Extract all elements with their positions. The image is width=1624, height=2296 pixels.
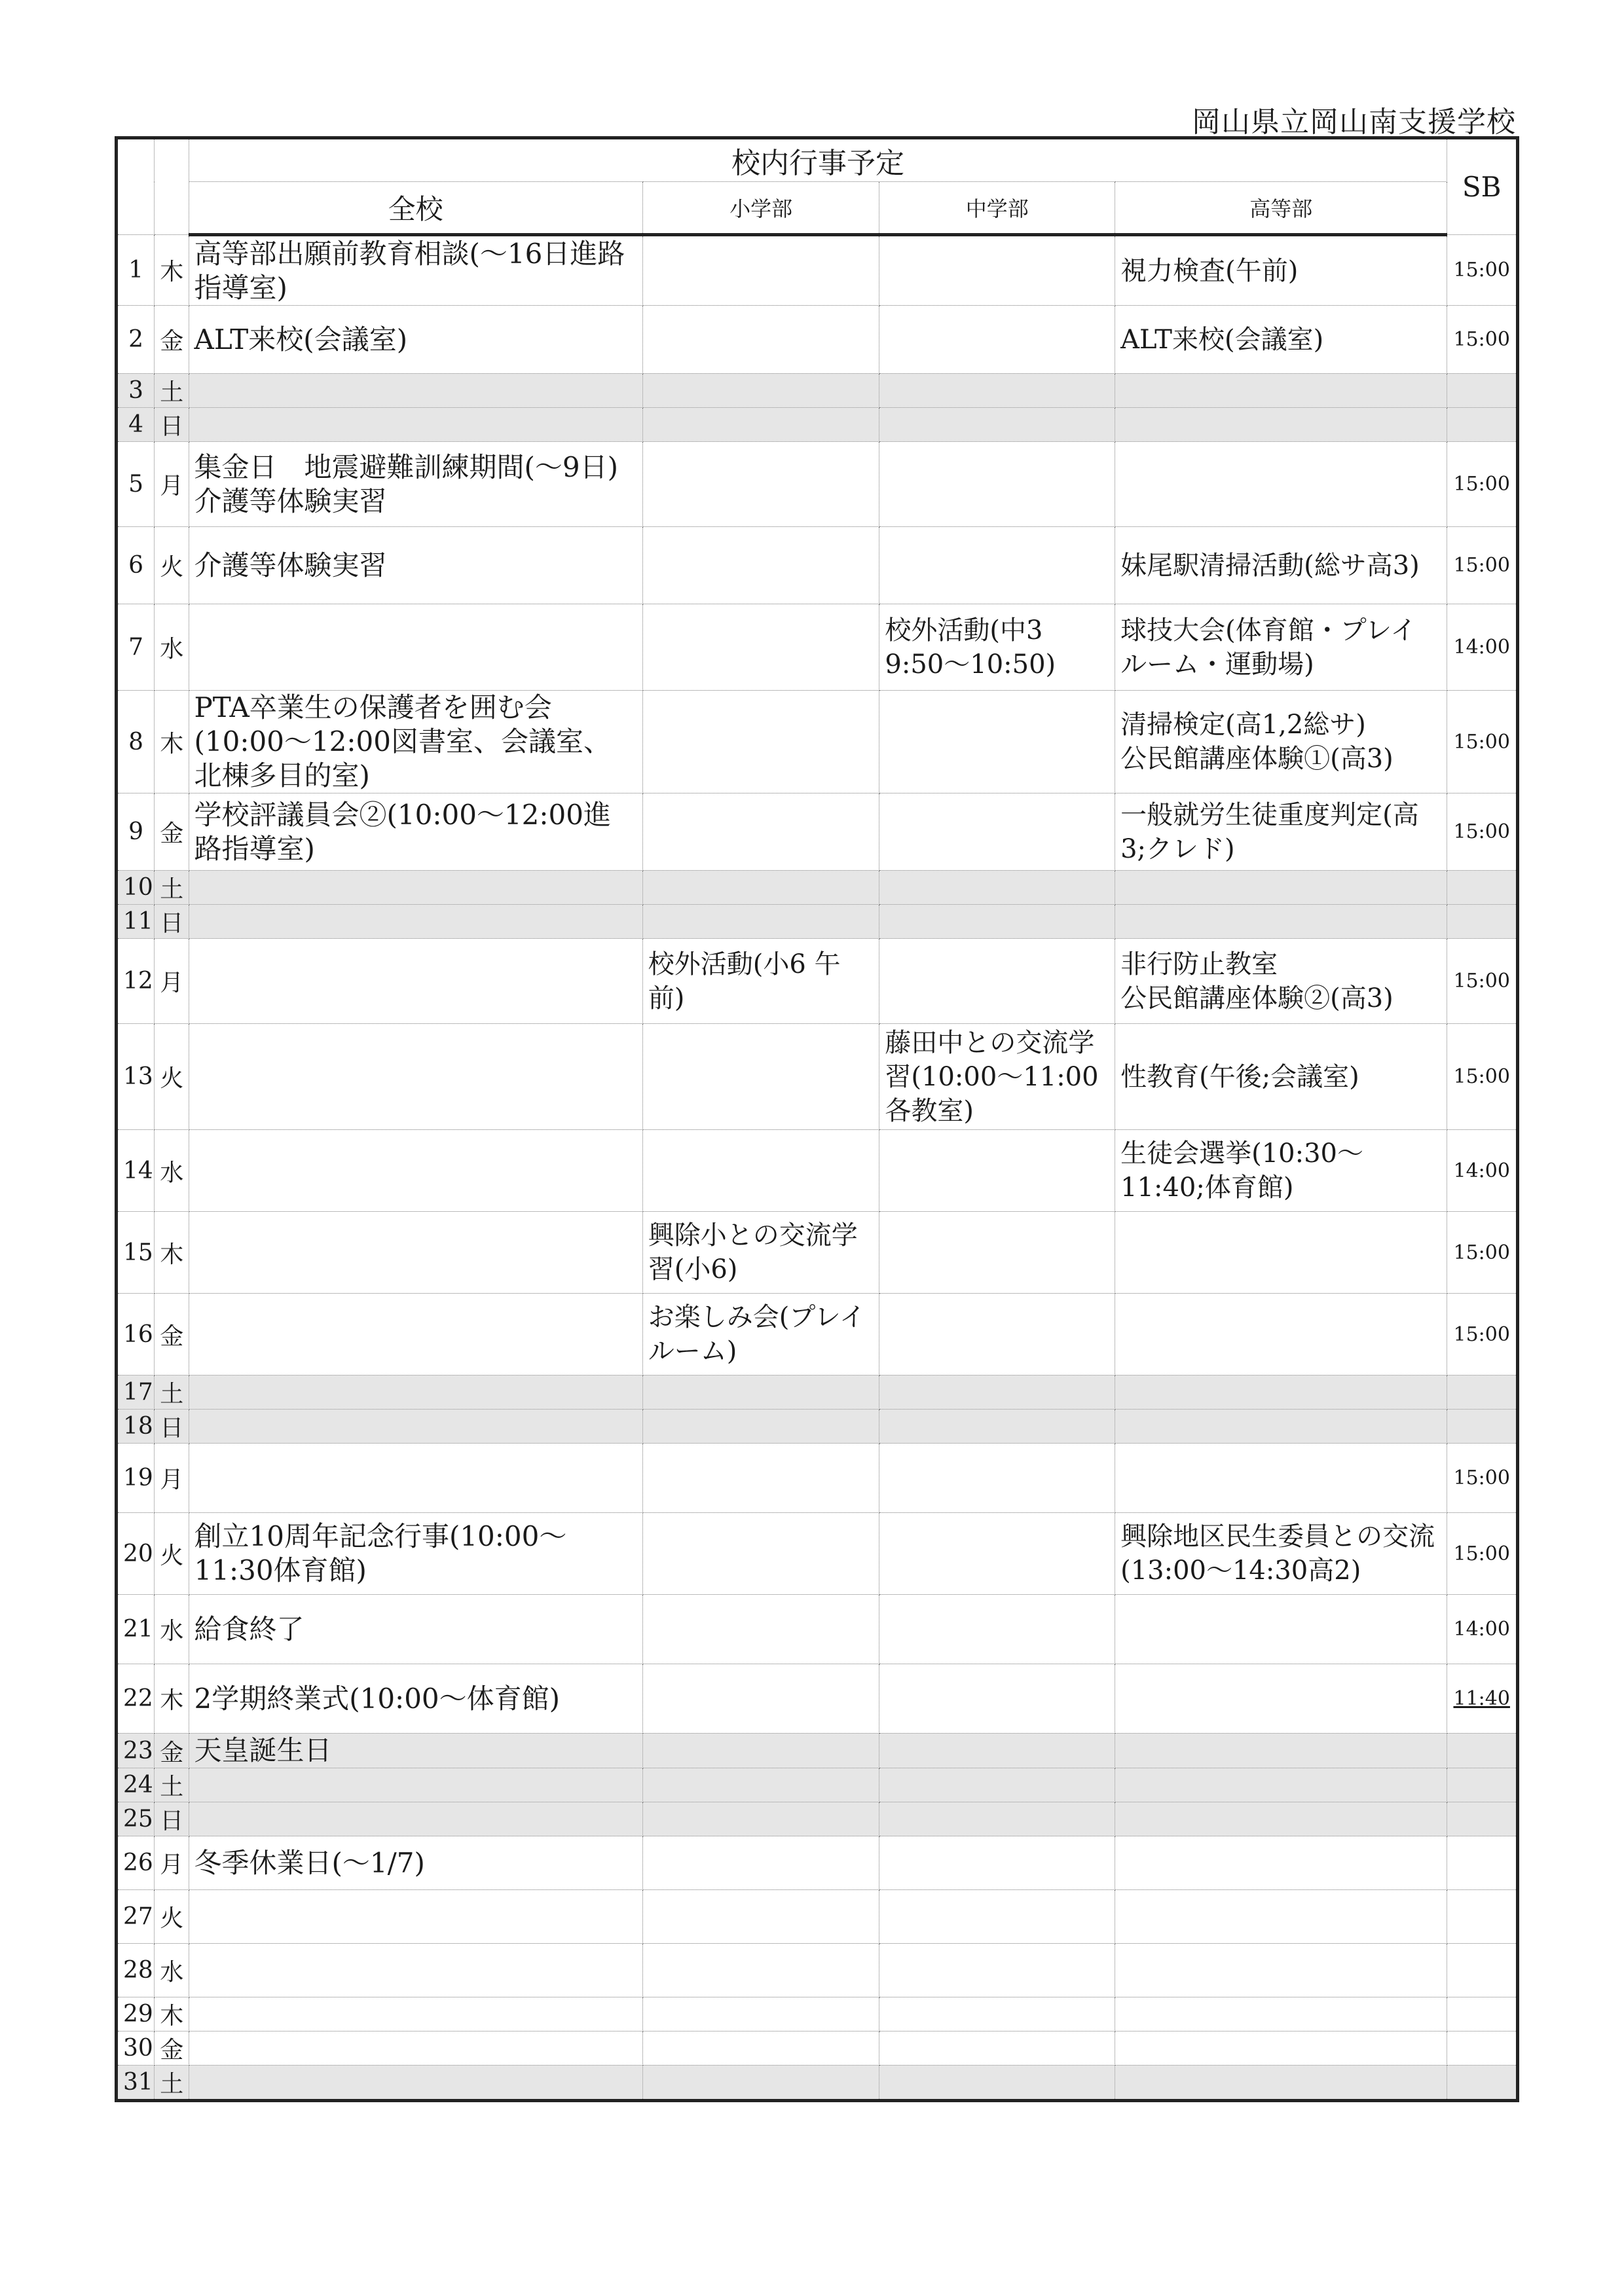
sb-time: 15:00: [1447, 235, 1518, 306]
day-number: 7: [117, 604, 155, 691]
weekday: 月: [155, 1836, 189, 1890]
event-all-school: [189, 1802, 642, 1836]
day-number: 4: [117, 408, 155, 442]
sb-time: [1447, 1376, 1518, 1410]
weekday: 火: [155, 1513, 189, 1595]
event-elementary: [642, 1595, 879, 1664]
event-all-school: 学校評議員会②(10:00～12:00進路指導室): [189, 793, 642, 871]
day-number: 25: [117, 1802, 155, 1836]
header-row-columns: [117, 182, 1518, 235]
event-all-school: [189, 1130, 642, 1212]
event-all-school: 高等部出願前教育相談(～16日進路指導室): [189, 235, 642, 306]
day-number: 30: [117, 2032, 155, 2066]
schedule-row: [117, 374, 1518, 408]
event-high: [1115, 374, 1447, 408]
day-number: 19: [117, 1444, 155, 1513]
day-number: 31: [117, 2066, 155, 2101]
event-high: [1115, 1802, 1447, 1836]
table-title: 校内行事予定: [189, 138, 1447, 182]
header-middle: 中学部: [879, 182, 1115, 235]
sb-time: 14:00: [1447, 1130, 1518, 1212]
event-high: [1115, 2066, 1447, 2101]
event-high: [1115, 1836, 1447, 1890]
event-all-school: [189, 1212, 642, 1294]
event-middle: [879, 793, 1115, 871]
schedule-row: [117, 1024, 1518, 1130]
header-weekday-blank: [155, 138, 189, 235]
event-middle: [879, 408, 1115, 442]
weekday: 木: [155, 1997, 189, 2032]
event-all-school: [189, 2066, 642, 2101]
event-elementary: [642, 871, 879, 905]
schedule-row: [117, 1595, 1518, 1664]
event-elementary: [642, 408, 879, 442]
schedule-row: [117, 1890, 1518, 1944]
event-middle: [879, 1212, 1115, 1294]
event-elementary: [642, 1664, 879, 1734]
weekday: 水: [155, 1130, 189, 1212]
sb-time: 14:00: [1447, 1595, 1518, 1664]
schedule-row: [117, 442, 1518, 527]
schedule-row: [117, 306, 1518, 374]
event-all-school: [189, 1444, 642, 1513]
event-elementary: [642, 793, 879, 871]
event-high: [1115, 1410, 1447, 1444]
sb-time: [1447, 1836, 1518, 1890]
event-middle: [879, 2066, 1115, 2101]
weekday: 月: [155, 442, 189, 527]
sb-time: 15:00: [1447, 1444, 1518, 1513]
schedule-row: [117, 235, 1518, 306]
event-high: 視力検査(午前): [1115, 235, 1447, 306]
day-number: 28: [117, 1944, 155, 1997]
event-all-school: [189, 1890, 642, 1944]
event-all-school: [189, 1997, 642, 2032]
sb-time: 15:00: [1447, 1294, 1518, 1376]
event-elementary: [642, 306, 879, 374]
event-high: 生徒会選挙(10:30～11:40;体育館): [1115, 1130, 1447, 1212]
event-middle: 藤田中との交流学習(10:00～11:00各教室): [879, 1024, 1115, 1130]
event-middle: [879, 442, 1115, 527]
event-high: [1115, 442, 1447, 527]
sb-time: [1447, 2066, 1518, 2101]
event-all-school: [189, 2032, 642, 2066]
day-number: 5: [117, 442, 155, 527]
day-number: 16: [117, 1294, 155, 1376]
event-elementary: 興除小との交流学習(小6): [642, 1212, 879, 1294]
event-middle: [879, 1444, 1115, 1513]
event-high: [1115, 1997, 1447, 2032]
schedule-table: [115, 136, 1519, 2102]
event-all-school: [189, 1944, 642, 1997]
weekday: 水: [155, 1944, 189, 1997]
event-all-school: 介護等体験実習: [189, 527, 642, 604]
header-row-title: [117, 138, 1518, 182]
sb-time: [1447, 1410, 1518, 1444]
schedule-row: [117, 408, 1518, 442]
weekday: 日: [155, 1802, 189, 1836]
weekday: 土: [155, 871, 189, 905]
day-number: 3: [117, 374, 155, 408]
event-elementary: [642, 1802, 879, 1836]
weekday: 火: [155, 527, 189, 604]
header-elementary: 小学部: [642, 182, 879, 235]
weekday: 金: [155, 1294, 189, 1376]
weekday: 土: [155, 2066, 189, 2101]
weekday: 木: [155, 1212, 189, 1294]
sb-time: 15:00: [1447, 1212, 1518, 1294]
event-elementary: [642, 2032, 879, 2066]
weekday: 火: [155, 1890, 189, 1944]
event-middle: [879, 527, 1115, 604]
sb-time: [1447, 1734, 1518, 1768]
day-number: 12: [117, 939, 155, 1024]
event-high: [1115, 871, 1447, 905]
weekday: 木: [155, 1664, 189, 1734]
weekday: 金: [155, 1734, 189, 1768]
schedule-row: [117, 1294, 1518, 1376]
sb-time: 15:00: [1447, 939, 1518, 1024]
day-number: 1: [117, 235, 155, 306]
event-high: 妹尾駅清掃活動(総サ高3): [1115, 527, 1447, 604]
weekday: 火: [155, 1024, 189, 1130]
event-all-school: 天皇誕生日: [189, 1734, 642, 1768]
day-number: 9: [117, 793, 155, 871]
sb-time: 15:00: [1447, 691, 1518, 793]
day-number: 20: [117, 1513, 155, 1595]
event-elementary: [642, 604, 879, 691]
day-number: 6: [117, 527, 155, 604]
event-middle: 校外活動(中3 9:50～10:50): [879, 604, 1115, 691]
sb-time: [1447, 871, 1518, 905]
event-high: [1115, 1444, 1447, 1513]
day-number: 11: [117, 905, 155, 939]
event-middle: [879, 1664, 1115, 1734]
event-all-school: [189, 1768, 642, 1802]
sb-time: [1447, 1802, 1518, 1836]
event-middle: [879, 1944, 1115, 1997]
event-high: 一般就労生徒重度判定(高3;クレド): [1115, 793, 1447, 871]
weekday: 金: [155, 306, 189, 374]
event-elementary: [642, 1444, 879, 1513]
event-elementary: [642, 905, 879, 939]
event-high: [1115, 1734, 1447, 1768]
event-elementary: [642, 1734, 879, 1768]
event-high: ALT来校(会議室): [1115, 306, 1447, 374]
event-high: [1115, 1664, 1447, 1734]
event-high: [1115, 1376, 1447, 1410]
schedule-row: [117, 1130, 1518, 1212]
schedule-row: [117, 1997, 1518, 2032]
event-middle: [879, 374, 1115, 408]
event-high: 清掃検定(高1,2総サ) 公民館講座体験①(高3): [1115, 691, 1447, 793]
day-number: 15: [117, 1212, 155, 1294]
event-high: 球技大会(体育館・プレイルーム・運動場): [1115, 604, 1447, 691]
sb-time: 15:00: [1447, 306, 1518, 374]
schedule-row: [117, 604, 1518, 691]
day-number: 22: [117, 1664, 155, 1734]
event-high: [1115, 408, 1447, 442]
day-number: 26: [117, 1836, 155, 1890]
event-middle: [879, 939, 1115, 1024]
weekday: 木: [155, 235, 189, 306]
day-number: 24: [117, 1768, 155, 1802]
event-high: [1115, 1212, 1447, 1294]
header-all-school: 全校: [189, 182, 642, 235]
event-elementary: [642, 691, 879, 793]
event-elementary: [642, 1836, 879, 1890]
event-elementary: お楽しみ会(プレイルーム): [642, 1294, 879, 1376]
sb-time: [1447, 408, 1518, 442]
event-middle: [879, 1294, 1115, 1376]
schedule-row: [117, 1664, 1518, 1734]
event-high: [1115, 2032, 1447, 2066]
sb-time: 14:00: [1447, 604, 1518, 691]
schedule-row: [117, 939, 1518, 1024]
event-high: [1115, 1890, 1447, 1944]
event-all-school: [189, 1376, 642, 1410]
event-elementary: [642, 527, 879, 604]
event-all-school: [189, 1410, 642, 1444]
event-middle: [879, 691, 1115, 793]
event-middle: [879, 1376, 1115, 1410]
event-elementary: [642, 1944, 879, 1997]
schedule-row: [117, 1768, 1518, 1802]
sb-time: 15:00: [1447, 793, 1518, 871]
sb-time: 15:00: [1447, 442, 1518, 527]
event-elementary: [642, 442, 879, 527]
event-middle: [879, 1410, 1115, 1444]
weekday: 金: [155, 793, 189, 871]
schedule-row: [117, 1444, 1518, 1513]
schedule-row: [117, 2066, 1518, 2101]
event-middle: [879, 1595, 1115, 1664]
schedule-row: [117, 1836, 1518, 1890]
day-number: 8: [117, 691, 155, 793]
event-all-school: [189, 905, 642, 939]
schedule-row: [117, 527, 1518, 604]
event-elementary: [642, 1024, 879, 1130]
event-high: 性教育(午後;会議室): [1115, 1024, 1447, 1130]
event-elementary: [642, 374, 879, 408]
schedule-row: [117, 1944, 1518, 1997]
event-elementary: [642, 1376, 879, 1410]
sb-time: [1447, 1997, 1518, 2032]
schedule-row: [117, 1376, 1518, 1410]
event-middle: [879, 871, 1115, 905]
schedule-row: [117, 871, 1518, 905]
schedule-row: [117, 1410, 1518, 1444]
event-elementary: [642, 1130, 879, 1212]
event-high: [1115, 905, 1447, 939]
event-middle: [879, 905, 1115, 939]
sb-time: 15:00: [1447, 527, 1518, 604]
day-number: 2: [117, 306, 155, 374]
event-high: [1115, 1294, 1447, 1376]
weekday: 土: [155, 1768, 189, 1802]
weekday: 水: [155, 604, 189, 691]
weekday: 金: [155, 2032, 189, 2066]
event-all-school: PTA卒業生の保護者を囲む会(10:00～12:00図書室、会議室、北棟多目的室): [189, 691, 642, 793]
event-all-school: [189, 871, 642, 905]
day-number: 18: [117, 1410, 155, 1444]
schedule-row: [117, 691, 1518, 793]
event-middle: [879, 1836, 1115, 1890]
event-all-school: [189, 1294, 642, 1376]
event-middle: [879, 2032, 1115, 2066]
event-middle: [879, 1890, 1115, 1944]
event-middle: [879, 1997, 1115, 2032]
event-middle: [879, 306, 1115, 374]
event-middle: [879, 1734, 1115, 1768]
event-elementary: [642, 2066, 879, 2101]
event-middle: [879, 1802, 1115, 1836]
event-high: 非行防止教室 公民館講座体験②(高3): [1115, 939, 1447, 1024]
header-day-blank: [117, 138, 155, 235]
event-all-school: [189, 1024, 642, 1130]
sb-time: [1447, 374, 1518, 408]
header-high: 高等部: [1115, 182, 1447, 235]
day-number: 27: [117, 1890, 155, 1944]
schedule-row: [117, 905, 1518, 939]
event-elementary: [642, 1410, 879, 1444]
sb-time: [1447, 1768, 1518, 1802]
sb-time: 11:40: [1447, 1664, 1518, 1734]
header-sb: SB: [1447, 138, 1518, 235]
weekday: 日: [155, 905, 189, 939]
event-high: [1115, 1768, 1447, 1802]
schedule-row: [117, 1212, 1518, 1294]
event-elementary: [642, 1768, 879, 1802]
schedule-body: [117, 235, 1518, 2101]
day-number: 10: [117, 871, 155, 905]
day-number: 23: [117, 1734, 155, 1768]
event-middle: [879, 1130, 1115, 1212]
event-all-school: [189, 408, 642, 442]
event-all-school: [189, 939, 642, 1024]
event-elementary: [642, 1513, 879, 1595]
day-number: 13: [117, 1024, 155, 1130]
schedule-row: [117, 1734, 1518, 1768]
event-high: 興除地区民生委員との交流(13:00～14:30高2): [1115, 1513, 1447, 1595]
event-all-school: 給食終了: [189, 1595, 642, 1664]
event-all-school: [189, 374, 642, 408]
sb-time: [1447, 2032, 1518, 2066]
sb-time: [1447, 1944, 1518, 1997]
event-all-school: 冬季休業日(～1/7): [189, 1836, 642, 1890]
event-middle: [879, 1513, 1115, 1595]
event-high: [1115, 1944, 1447, 1997]
weekday: 土: [155, 1376, 189, 1410]
event-all-school: 2学期終業式(10:00～体育館): [189, 1664, 642, 1734]
schedule-row: [117, 1513, 1518, 1595]
event-high: [1115, 1595, 1447, 1664]
event-all-school: [189, 604, 642, 691]
school-name: 岡山県立岡山南支援学校: [1192, 105, 1516, 139]
event-elementary: [642, 1997, 879, 2032]
schedule-row: [117, 2032, 1518, 2066]
schedule-row: [117, 793, 1518, 871]
schedule-row: [117, 1802, 1518, 1836]
event-all-school: ALT来校(会議室): [189, 306, 642, 374]
day-number: 29: [117, 1997, 155, 2032]
sb-time: 15:00: [1447, 1024, 1518, 1130]
day-number: 21: [117, 1595, 155, 1664]
day-number: 17: [117, 1376, 155, 1410]
sb-time: 15:00: [1447, 1513, 1518, 1595]
event-elementary: [642, 235, 879, 306]
event-all-school: 集金日 地震避難訓練期間(～9日) 介護等体験実習: [189, 442, 642, 527]
weekday: 月: [155, 939, 189, 1024]
weekday: 日: [155, 408, 189, 442]
event-elementary: 校外活動(小6 午前): [642, 939, 879, 1024]
weekday: 木: [155, 691, 189, 793]
event-all-school: 創立10周年記念行事(10:00～11:30体育館): [189, 1513, 642, 1595]
weekday: 日: [155, 1410, 189, 1444]
weekday: 月: [155, 1444, 189, 1513]
sb-time: [1447, 1890, 1518, 1944]
event-elementary: [642, 1890, 879, 1944]
sb-time: [1447, 905, 1518, 939]
event-middle: [879, 235, 1115, 306]
weekday: 水: [155, 1595, 189, 1664]
event-middle: [879, 1768, 1115, 1802]
weekday: 土: [155, 374, 189, 408]
day-number: 14: [117, 1130, 155, 1212]
